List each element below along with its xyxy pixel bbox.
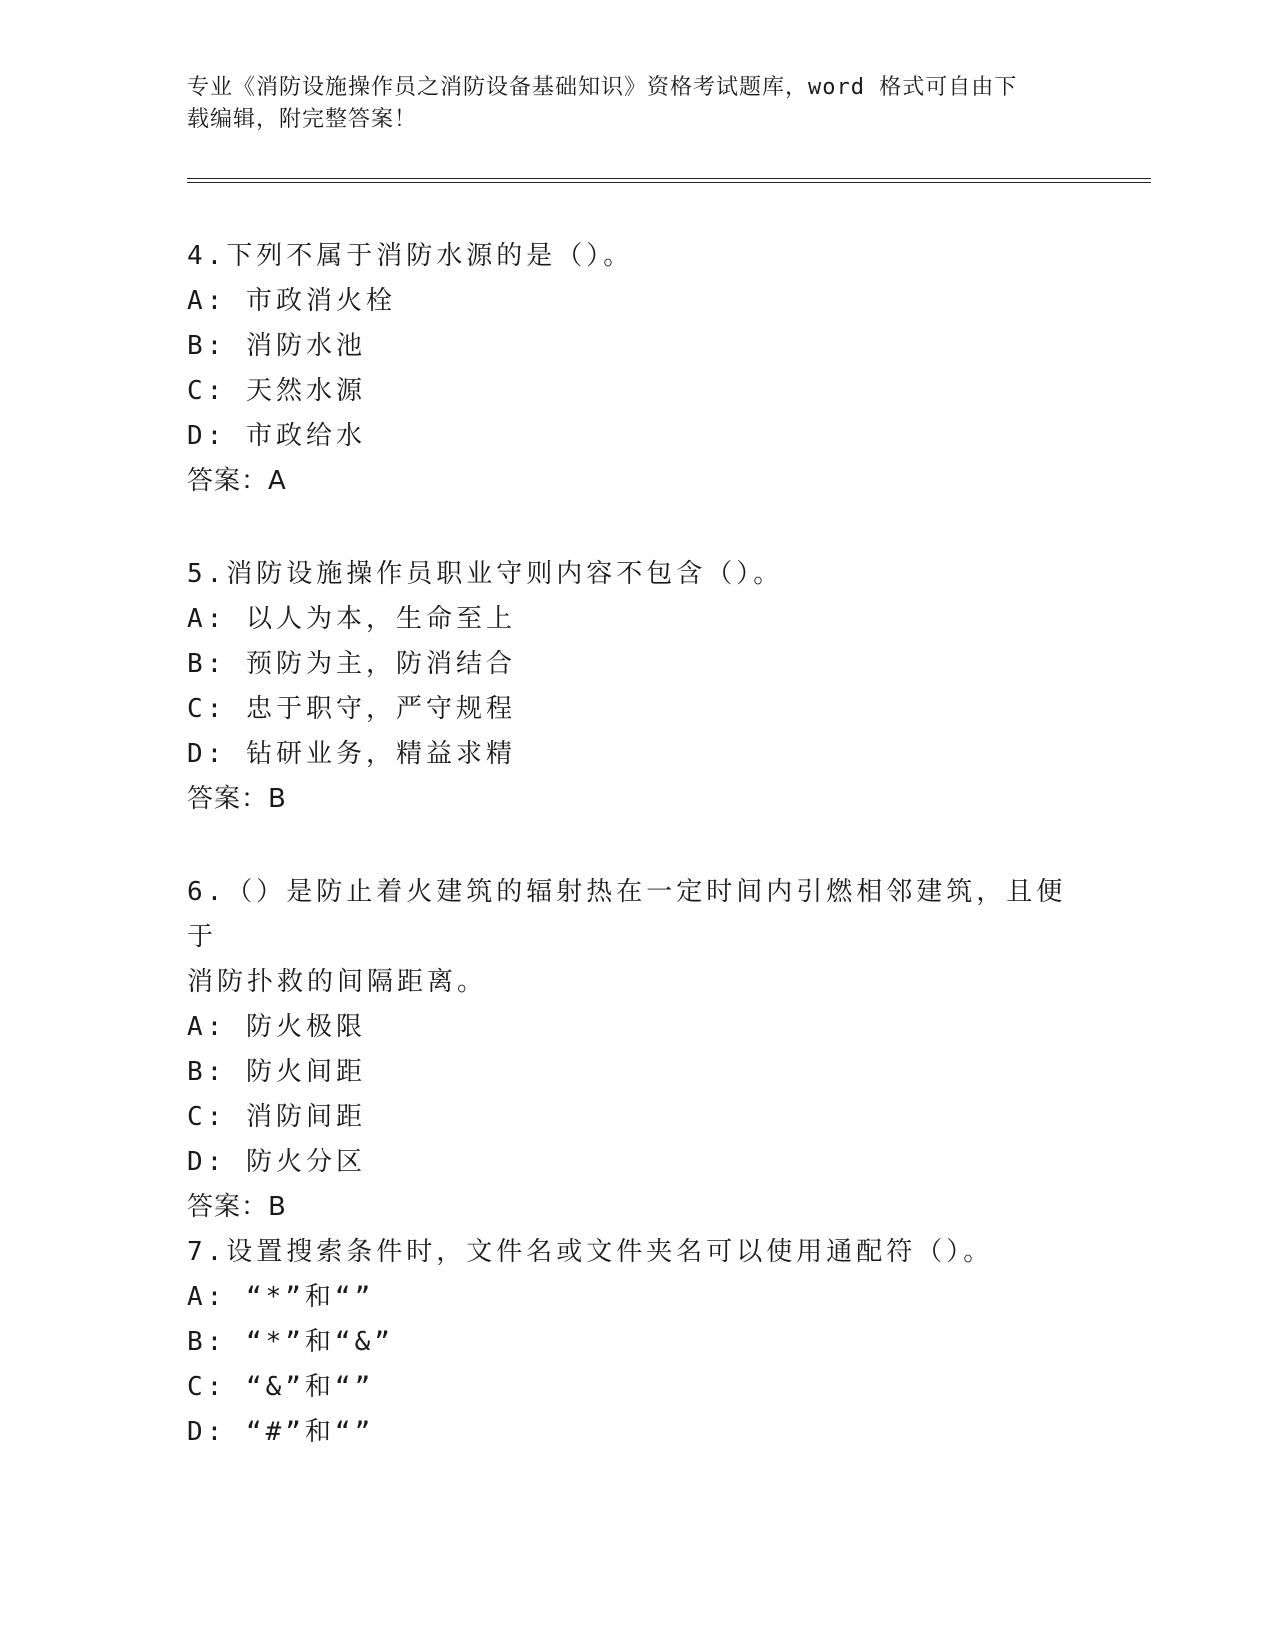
- question-stem-line-2: 消防扑救的间隔距离。: [187, 967, 488, 997]
- option-a: A: 防火极限: [187, 1012, 366, 1042]
- question-stem: 5.消防设施操作员职业守则内容不包含（）。: [187, 559, 784, 589]
- option-a: A: 以人为本，生命至上: [187, 604, 516, 634]
- question-stem-line-1: 6.（）是防止着火建筑的辐射热在一定时间内引燃相邻建筑，且便于: [187, 877, 1067, 952]
- option-a: A: 市政消火栓: [187, 286, 396, 316]
- option-c: C: 忠于职守，严守规程: [187, 694, 516, 724]
- question-7: [187, 1230, 1087, 1455]
- header-line-1: 专业《消防设施操作员之消防设备基础知识》资格考试题库，word 格式可自由下: [187, 75, 1018, 100]
- header-divider-bottom: [187, 182, 1151, 183]
- answer: 答案：B: [187, 1192, 287, 1222]
- option-d: D: 钻研业务，精益求精: [187, 739, 516, 769]
- question-5: [187, 552, 1087, 822]
- header-divider-top: [187, 178, 1151, 179]
- header-line-2: 载编辑，附完整答案！: [187, 107, 418, 132]
- option-c: C: “&”和“”: [187, 1372, 375, 1402]
- option-b: B: 防火间距: [187, 1057, 366, 1087]
- question-stem: 4.下列不属于消防水源的是（）。: [187, 241, 634, 271]
- question-6: [187, 870, 1087, 1230]
- option-d: D: 市政给水: [187, 421, 366, 451]
- answer: 答案：B: [187, 784, 287, 814]
- option-d: D: “#”和“”: [187, 1417, 375, 1447]
- answer: 答案：A: [187, 466, 287, 496]
- option-b: B: 消防水池: [187, 331, 366, 361]
- question-4: [187, 234, 1087, 504]
- option-c: C: 消防间距: [187, 1102, 366, 1132]
- document-header: [187, 72, 1087, 136]
- option-d: D: 防火分区: [187, 1147, 366, 1177]
- option-b: B: 预防为主，防消结合: [187, 649, 516, 679]
- option-b: B: “*”和“&”: [187, 1327, 394, 1357]
- option-a: A: “*”和“”: [187, 1282, 375, 1312]
- option-c: C: 天然水源: [187, 376, 366, 406]
- question-stem: 7.设置搜索条件时，文件名或文件夹名可以使用通配符（）。: [187, 1237, 994, 1267]
